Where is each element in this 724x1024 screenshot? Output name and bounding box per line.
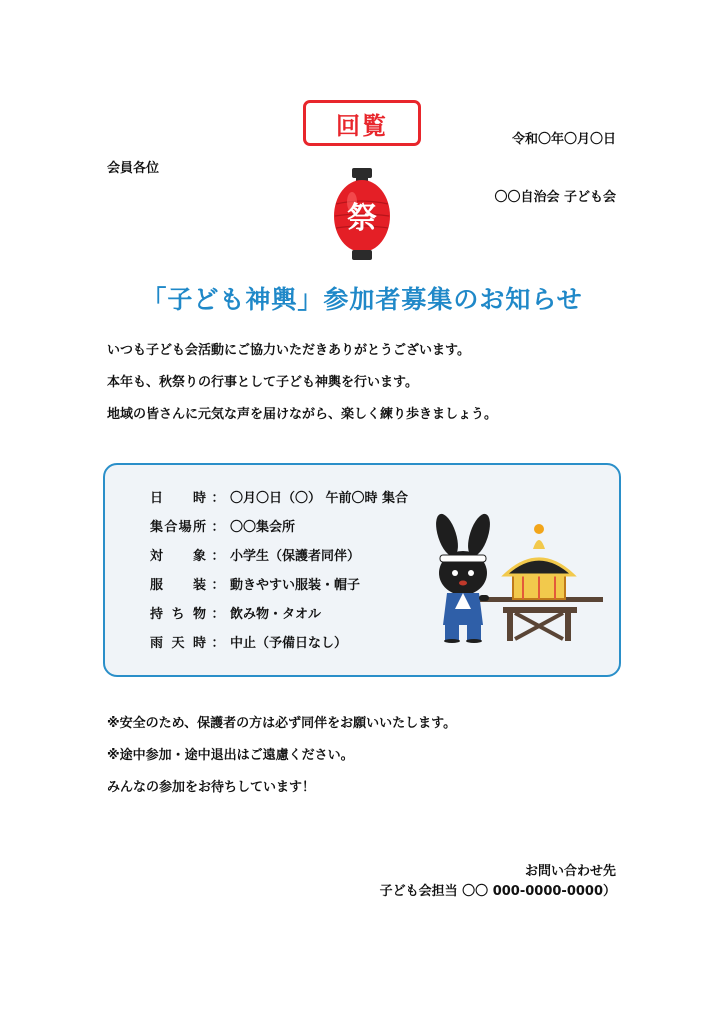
- detail-label: 日時: [150, 491, 206, 506]
- detail-colon: ：: [211, 520, 225, 535]
- contact-value: 子ども会担当 〇〇 000-0000-0000）: [379, 884, 616, 899]
- lantern-glyph: 祭: [347, 201, 377, 236]
- note-line: ※安全のため、保護者の方は必ず同伴をお願いいたします。: [107, 716, 457, 731]
- paper-lantern-icon: [330, 168, 394, 264]
- detail-row-rain: [150, 632, 347, 651]
- detail-value: 飲み物・タオル: [230, 607, 322, 622]
- details-box: [103, 463, 621, 677]
- intro-text: [107, 343, 497, 439]
- detail-label: 持ち物: [150, 607, 206, 622]
- intro-line: 地域の皆さんに元気な声を届けながら、楽しく練り歩きましょう。: [107, 407, 498, 422]
- notes: [107, 716, 456, 812]
- issue-date: 令和〇年〇月〇日: [511, 132, 616, 147]
- detail-colon: ：: [211, 549, 225, 564]
- note-line: ※途中参加・途中退出はご遠慮ください。: [107, 748, 354, 763]
- detail-label: 集合場所: [150, 520, 206, 535]
- intro-line: いつも子ども会活動にご協力いただきありがとうございます。: [107, 343, 470, 358]
- detail-row-target: [150, 545, 360, 564]
- detail-value: 小学生（保護者同伴）: [230, 549, 361, 564]
- contact-label: お問い合わせ先: [524, 864, 616, 879]
- detail-value: 〇〇集会所: [230, 520, 296, 535]
- detail-value: 中止（予備日なし）: [230, 636, 348, 651]
- recipient: 会員各位: [107, 161, 160, 176]
- detail-colon: ：: [211, 607, 225, 622]
- detail-row-clothing: [150, 574, 360, 593]
- detail-colon: ：: [211, 636, 225, 651]
- detail-colon: ：: [211, 578, 225, 593]
- detail-label: 対象: [150, 549, 206, 564]
- detail-label: 雨天時: [150, 636, 206, 651]
- intro-line: 本年も、秋祭りの行事として子ども神輿を行います。: [107, 375, 418, 390]
- detail-row-datetime: [150, 487, 408, 506]
- note-line: みんなの参加をお待ちしています！: [107, 780, 316, 795]
- rabbit-carrying-mikoshi-illustration: [425, 513, 605, 643]
- detail-row-meeting-place: [150, 516, 295, 535]
- detail-row-belongings: [150, 603, 321, 622]
- sender: 〇〇自治会 子ども会: [494, 190, 616, 205]
- detail-value: 〇月〇日（〇） 午前〇時 集合: [230, 491, 409, 506]
- detail-label: 服装: [150, 578, 206, 593]
- detail-value: 動きやすい服装・帽子: [230, 578, 361, 593]
- detail-colon: ：: [211, 491, 225, 506]
- page-title: 「子ども神輿」参加者募集のお知らせ: [141, 285, 583, 314]
- circulation-stamp: 回覧: [303, 100, 421, 146]
